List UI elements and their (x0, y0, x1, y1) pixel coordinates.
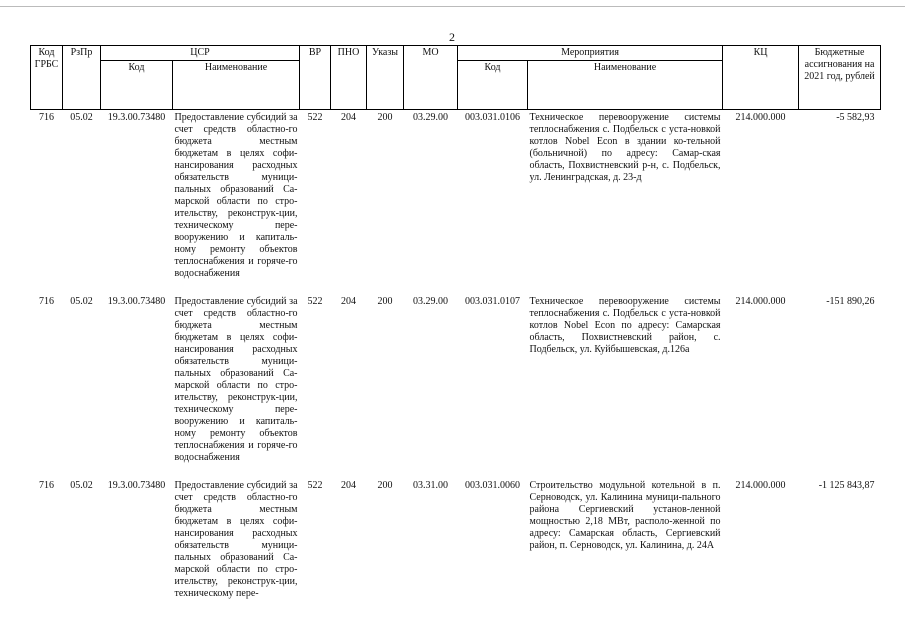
header-vr: ВР (300, 46, 331, 110)
header-mer-name: Наименование (528, 61, 723, 110)
cell-grbs: 716 (39, 296, 54, 307)
cell-kc: 214.000.000 (735, 112, 786, 123)
cell-csr-name: Предоставление субсидий за счет средств областно-го бюджета местным бюджетам в целях софи-нансирования расходных обязательств муници-пальных образований Са-марской области по стро-ительству, реконструк-ции, техническому пере- (174, 480, 298, 599)
header-row-1 (31, 46, 881, 61)
header-ukazy: Указы (367, 46, 404, 110)
cell-pno: 204 (341, 296, 357, 307)
cell-vr: 522 (307, 480, 323, 491)
header-mo: МО (404, 46, 458, 110)
scan-top-edge (0, 6, 905, 7)
header-rzpr: РзПр (63, 46, 101, 110)
table-row (31, 110, 881, 295)
header-csr: ЦСР (101, 46, 300, 61)
cell-mer-code: 003.031.0107 (465, 296, 521, 307)
header-budget: Бюджетные ассигнования на 2021 год, рублей (799, 46, 881, 110)
cell-ukazy: 200 (377, 296, 393, 307)
cell-mer-code: 003.031.0106 (465, 112, 521, 123)
header-csr-kod: Код (101, 61, 173, 110)
cell-pno: 204 (341, 480, 357, 491)
cell-mer-name: Техническое перевооружение системы теплоснабжения с. Подбельск с уста-новкой котлов Nobel Econ по адресу: Самарская область, Похвистневский район, с. Подбельск, ул. Куйбышевская, д.126а (529, 296, 721, 355)
header-csr-name: Наименование (173, 61, 300, 110)
cell-amount: -151 890,26 (826, 296, 875, 307)
cell-csr-code: 19.3.00.73480 (107, 112, 166, 123)
header-kc: КЦ (723, 46, 799, 110)
cell-kc: 214.000.000 (735, 480, 786, 491)
cell-mer-name: Техническое перевооружение системы теплоснабжения с. Подбельск с уста-новкой котлов Nobel Econ в здании ко-тельной (больничной) по адресу: Самар-ская область, Похвистневский р-н, с. Подбельск, ул. Ленинградская, д. 23-д (529, 112, 721, 183)
cell-rzpr: 05.02 (70, 480, 93, 491)
budget-table (30, 45, 881, 614)
cell-kc: 214.000.000 (735, 296, 786, 307)
cell-grbs: 716 (39, 112, 54, 123)
table-row (31, 478, 881, 614)
cell-amount: -1 125 843,87 (818, 480, 875, 491)
table-row (31, 294, 881, 478)
header-meropriyatiya: Мероприятия (458, 46, 723, 61)
cell-csr-name: Предоставление субсидий за счет средств областно-го бюджета местным бюджетам в целях софи-нансирования расходных обязательств муници-пальных образований Са-марской области по стро-ительству, реконструк-ции, техническому пере-вооружению и капиталь-ному ремонту объектов теплоснабжения и горяче-го водоснабжения (174, 296, 298, 463)
cell-mer-name: Строительство модульной котельной в п. Серноводск, ул. Калинина муници-пального района Сергиевский установ-ленной мощностью 2,18 МВт, располо-женной по адресу: Самарская область, Сергиевский район, п. Серноводск, ул. Калинина, д. 24А (529, 480, 721, 551)
cell-mo: 03.31.00 (413, 480, 449, 491)
cell-csr-name: Предоставление субсидий за счет средств областно-го бюджета местным бюджетам в целях софи-нансирования расходных обязательств муници-пальных образований Са-марской области по стро-ительству, реконструк-ции, техническому пере-вооружению и капиталь-ному ремонту объектов теплоснабжения и горяче-го водоснабжения (174, 112, 298, 279)
cell-csr-code: 19.3.00.73480 (107, 480, 166, 491)
cell-csr-code: 19.3.00.73480 (107, 296, 166, 307)
header-mer-kod: Код (458, 61, 528, 110)
cell-mer-code: 003.031.0060 (465, 480, 521, 491)
cell-rzpr: 05.02 (70, 296, 93, 307)
cell-ukazy: 200 (377, 480, 393, 491)
cell-mo: 03.29.00 (413, 296, 449, 307)
cell-rzpr: 05.02 (70, 112, 93, 123)
page-number: 2 (449, 30, 455, 44)
cell-amount: -5 582,93 (836, 112, 875, 123)
cell-mo: 03.29.00 (413, 112, 449, 123)
header-kod-grbs: Код ГРБС (31, 46, 63, 110)
cell-ukazy: 200 (377, 112, 393, 123)
cell-pno: 204 (341, 112, 357, 123)
cell-grbs: 716 (39, 480, 54, 491)
cell-vr: 522 (307, 296, 323, 307)
header-pno: ПНО (331, 46, 367, 110)
cell-vr: 522 (307, 112, 323, 123)
